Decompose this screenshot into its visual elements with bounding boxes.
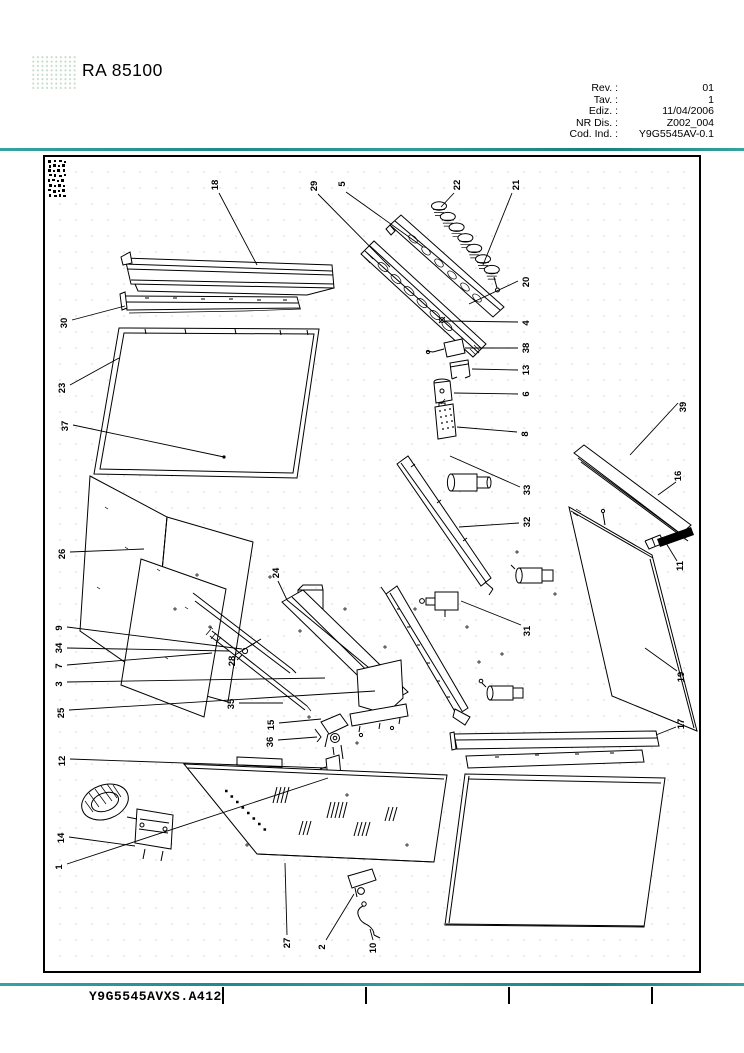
callout-number-38: 38 <box>521 342 532 354</box>
callout-leader-30 <box>72 306 125 320</box>
part-10-hook <box>358 902 380 938</box>
callout-number-34: 34 <box>54 642 65 654</box>
footer-divider <box>508 987 510 1004</box>
callout-leader-13 <box>472 369 518 370</box>
chassis-main-rail <box>282 590 408 737</box>
callout-number-10: 10 <box>368 942 379 954</box>
part-38-thermostat <box>426 339 465 357</box>
callout-number-25: 25 <box>56 707 67 719</box>
callout-number-33: 33 <box>522 484 533 496</box>
callout-number-26: 26 <box>57 548 68 560</box>
callout-number-30: 30 <box>59 317 70 329</box>
callout-leader-24 <box>278 581 287 600</box>
callout-number-27: 27 <box>282 937 293 949</box>
callout-leader-8 <box>457 427 517 432</box>
callout-number-5: 5 <box>337 181 348 187</box>
callout-leader-29 <box>318 194 390 267</box>
callout-number-11: 11 <box>675 560 686 572</box>
part-8-igniter <box>435 399 456 439</box>
part-36-15-cluster <box>315 714 348 759</box>
injector-b <box>511 565 553 583</box>
callout-number-31: 31 <box>522 625 533 637</box>
callout-number-1: 1 <box>54 864 65 870</box>
part-14-burner-assembly <box>77 778 173 861</box>
info-label: Ediz. : <box>588 105 618 118</box>
callout-leader-27 <box>285 863 287 935</box>
info-row-codind <box>528 129 714 141</box>
callout-number-12: 12 <box>57 755 68 767</box>
callout-leader-21 <box>483 193 512 265</box>
callout-leader-2 <box>326 894 354 940</box>
callout-leader-16 <box>658 482 676 495</box>
exploded-diagram <box>45 157 699 971</box>
callout-leader-22 <box>441 193 454 207</box>
callout-number-36: 36 <box>265 736 276 748</box>
callout-number-20: 20 <box>521 276 532 288</box>
info-label: NR Dis. : <box>576 116 618 129</box>
callout-number-4: 4 <box>521 320 532 326</box>
callout-number-2: 2 <box>317 944 328 950</box>
callout-number-13: 13 <box>521 364 532 376</box>
callout-number-28: 28 <box>227 655 238 667</box>
callout-number-16: 16 <box>673 470 684 482</box>
info-value: 1 <box>708 93 714 106</box>
part-27-base-panel <box>184 757 447 862</box>
injector-c <box>479 679 523 700</box>
part-20-control-panel <box>361 215 504 357</box>
diagram-frame <box>43 155 701 973</box>
callout-leader-31 <box>461 601 521 625</box>
callout-number-14: 14 <box>56 832 67 844</box>
footer-divider <box>651 987 653 1004</box>
callout-number-35: 35 <box>226 698 237 710</box>
callout-number-7: 7 <box>54 663 65 669</box>
brand-logo-dots <box>31 55 76 89</box>
door-panel <box>445 774 665 927</box>
info-value: Z002_004 <box>666 116 714 129</box>
callout-number-37: 37 <box>60 420 71 432</box>
callout-number-21: 21 <box>511 179 522 191</box>
part-13-bracket <box>450 360 470 379</box>
part-2-bracket <box>348 869 376 897</box>
footer-divider <box>365 987 367 1004</box>
info-row-rev <box>528 83 714 95</box>
part-23-top-panel <box>94 328 319 478</box>
callout-leader-15 <box>279 719 321 723</box>
callout-leader-39 <box>630 403 678 455</box>
callout-leader-32 <box>459 523 519 527</box>
callout-number-15: 15 <box>266 719 277 731</box>
top-rule <box>0 148 744 151</box>
footer-divider <box>222 987 224 1004</box>
callout-number-24: 24 <box>271 567 282 579</box>
callout-number-23: 23 <box>57 382 68 394</box>
callout-leader-18 <box>219 193 257 265</box>
info-label: Rev. : <box>591 82 618 94</box>
callout-leader-11 <box>666 543 677 561</box>
info-label: Tav. : <box>593 93 618 106</box>
revision-info-table <box>528 83 714 141</box>
callout-number-3: 3 <box>54 681 65 687</box>
callout-number-22: 22 <box>452 179 463 191</box>
callout-leader-6 <box>454 393 518 394</box>
info-value: 11/04/2006 <box>662 105 714 118</box>
callout-number-8: 8 <box>520 431 531 437</box>
footer-rule <box>0 983 744 986</box>
part-17-door-rails <box>450 731 659 768</box>
datamatrix-barcode-icon <box>48 160 66 197</box>
callout-number-19: 19 <box>676 671 687 683</box>
callout-number-17: 17 <box>676 718 687 730</box>
page-title: RA 85100 <box>82 60 163 80</box>
info-label: Cod. Ind. : <box>569 128 618 141</box>
callout-number-18: 18 <box>210 179 221 191</box>
footer-code: Y9G5545AVXS.A412 <box>89 989 222 1004</box>
part-30-trim-rail <box>120 292 301 313</box>
callout-number-6: 6 <box>521 391 532 397</box>
info-value: Y9G5545AV-0.1 <box>638 128 714 141</box>
callout-number-32: 32 <box>522 516 533 528</box>
injector-a <box>447 474 491 491</box>
info-value: 01 <box>702 82 714 94</box>
callout-number-29: 29 <box>309 180 320 192</box>
callout-number-39: 39 <box>678 401 689 413</box>
part-31-valve-box <box>420 592 458 617</box>
part-18-top-rail <box>121 252 334 295</box>
callout-leader-17 <box>656 727 676 735</box>
callout-number-9: 9 <box>54 625 65 631</box>
callout-leader-36 <box>278 737 317 740</box>
callout-leader-5 <box>346 192 423 247</box>
